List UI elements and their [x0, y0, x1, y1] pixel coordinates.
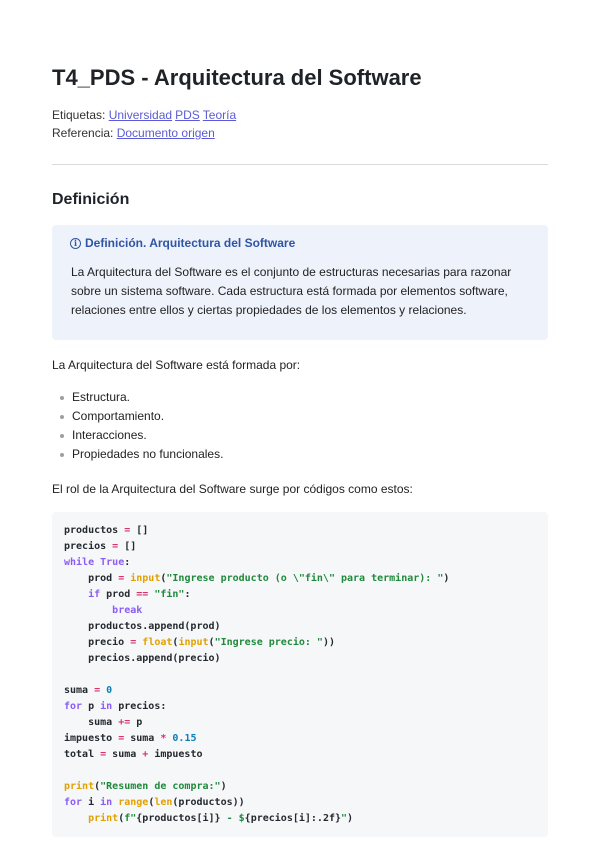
- code-token: ): [347, 813, 354, 824]
- tag-link-universidad[interactable]: Universidad: [108, 108, 173, 122]
- code-token: while: [64, 557, 95, 568]
- code-line: [64, 683, 536, 699]
- tag-link-pds[interactable]: PDS: [175, 108, 200, 122]
- code-token: (: [160, 573, 167, 584]
- code-token: ): [220, 781, 227, 792]
- code-line: [64, 619, 536, 635]
- code-line: [64, 571, 536, 587]
- code-token: "Ingrese precio: ": [214, 637, 323, 648]
- code-token: productos.append(prod): [64, 621, 221, 632]
- code-line: [64, 811, 536, 827]
- code-token: 0: [106, 685, 113, 696]
- list-item: Interacciones.: [60, 426, 548, 445]
- code-token: precios.append(precio): [64, 653, 221, 664]
- code-line: [64, 555, 536, 571]
- list-item: Propiedades no funcionales.: [60, 445, 548, 464]
- code-token: [64, 589, 88, 600]
- code-token: input: [178, 637, 209, 648]
- code-token: :: [184, 589, 191, 600]
- code-token: i: [82, 797, 101, 808]
- code-line: [64, 699, 536, 715]
- code-token: input: [130, 573, 161, 584]
- code-token: (: [172, 637, 179, 648]
- code-token: suma: [124, 733, 161, 744]
- code-token: (: [94, 781, 101, 792]
- code-token: =: [124, 525, 131, 536]
- code-token: :: [124, 557, 131, 568]
- code-token: impuesto: [148, 749, 203, 760]
- tags-row: [52, 106, 548, 124]
- code-token: =: [94, 685, 101, 696]
- code-token: =: [100, 749, 107, 760]
- code-token: total: [64, 749, 101, 760]
- code-token: =: [118, 733, 125, 744]
- code-block: [52, 512, 548, 837]
- code-token: "Ingrese producto (o \"fin\" para terminar): ": [166, 573, 444, 584]
- info-icon: i: [70, 238, 81, 249]
- code-token: impuesto: [64, 733, 119, 744]
- code-token: for: [64, 797, 83, 808]
- code-token: (: [208, 637, 215, 648]
- list-item: Estructura.: [60, 388, 548, 407]
- reference-row: [52, 124, 548, 142]
- code-line: [64, 763, 536, 779]
- code-token: [64, 813, 88, 824]
- code-token: precios: [64, 541, 113, 552]
- code-token: precios:: [112, 701, 167, 712]
- code-token: *: [160, 733, 167, 744]
- code-token: p: [130, 717, 143, 728]
- code-token: suma: [106, 749, 143, 760]
- code-token: prod: [100, 589, 137, 600]
- code-token: float: [142, 637, 173, 648]
- tags-label: Etiquetas:: [52, 108, 106, 122]
- list-item: Comportamiento.: [60, 407, 548, 426]
- code-token: =: [118, 573, 125, 584]
- code-line: [64, 715, 536, 731]
- code-token: =: [112, 541, 119, 552]
- code-token: in: [100, 701, 113, 712]
- code-token: print: [88, 813, 119, 824]
- code-token: in: [100, 797, 113, 808]
- code-token: precio: [64, 637, 131, 648]
- code-token: {precios[i]:.2f}: [244, 813, 341, 824]
- code-line: [64, 635, 536, 651]
- code-token: )): [322, 637, 335, 648]
- code-token: for: [64, 701, 83, 712]
- code-token: ): [443, 573, 450, 584]
- code-line: [64, 779, 536, 795]
- code-line: [64, 539, 536, 555]
- code-line: [64, 731, 536, 747]
- definition-callout: [52, 225, 548, 340]
- tag-link-teoria[interactable]: Teoría: [202, 108, 237, 122]
- code-intro-paragraph: El rol de la Arquitectura del Software surge por códigos como estos:: [52, 482, 413, 496]
- code-token: "Resumen de compra:": [100, 781, 221, 792]
- callout-title-text: Definición. Arquitectura del Software: [85, 236, 296, 250]
- code-token: []: [130, 525, 149, 536]
- code-line: [64, 667, 536, 683]
- code-token: - $: [220, 813, 245, 824]
- code-token: [64, 605, 112, 616]
- code-line: [64, 603, 536, 619]
- metadata: [52, 106, 548, 142]
- code-line: [64, 587, 536, 603]
- code-token: []: [118, 541, 137, 552]
- code-token: f": [124, 813, 137, 824]
- code-token: True: [100, 557, 125, 568]
- code-token: (: [148, 797, 155, 808]
- code-token: ==: [136, 589, 149, 600]
- code-line: [64, 523, 536, 539]
- section-heading: Definición: [52, 191, 130, 208]
- code-token: (: [118, 813, 125, 824]
- code-token: =: [130, 637, 137, 648]
- code-token: print: [64, 781, 95, 792]
- code-token: break: [112, 605, 143, 616]
- bullet-list: [52, 388, 548, 464]
- reference-label: Referencia:: [52, 126, 114, 140]
- code-line: [64, 747, 536, 763]
- code-token: 0.15: [172, 733, 197, 744]
- code-token: productos: [64, 525, 125, 536]
- code-token: if: [88, 589, 101, 600]
- code-token: suma: [64, 685, 95, 696]
- reference-link[interactable]: Documento origen: [116, 126, 215, 140]
- code-line: [64, 795, 536, 811]
- divider: [52, 164, 548, 165]
- callout-body: La Arquitectura del Software es el conjunto de estructuras necesarias para razonar sobre un sistema software. Cada estructura está formada por elementos software, relaciones entre ellos y ciertas propiedades de los elementos y relaciones.: [71, 265, 512, 317]
- page-title: T4_PDS - Arquitectura del Software: [52, 65, 422, 90]
- code-token: (productos)): [172, 797, 245, 808]
- code-token: {productos[i]}: [136, 813, 221, 824]
- code-token: range: [118, 797, 149, 808]
- code-token: prod: [64, 573, 119, 584]
- callout-title: [70, 235, 528, 251]
- code-token: len: [154, 797, 173, 808]
- code-token: ": [341, 813, 348, 824]
- code-token: "fin": [154, 589, 185, 600]
- code-token: +=: [118, 717, 131, 728]
- code-token: p: [82, 701, 101, 712]
- code-token: suma: [64, 717, 119, 728]
- code-token: +: [142, 749, 149, 760]
- intro-paragraph: La Arquitectura del Software está formada por:: [52, 358, 301, 372]
- code-line: [64, 651, 536, 667]
